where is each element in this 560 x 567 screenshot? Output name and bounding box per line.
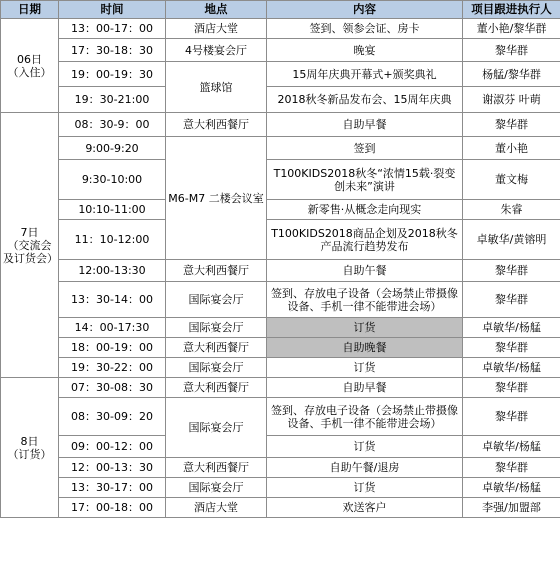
table-row — [1, 458, 560, 478]
content-cell-highlight: 订货 — [267, 318, 463, 338]
owner-cell: 黎华群 — [463, 378, 560, 398]
time-cell: 08：30-09：20 — [59, 398, 166, 436]
header-time: 时间 — [59, 1, 166, 19]
place-cell: M6-M7 二楼会议室 — [166, 137, 267, 260]
time-cell: 9:00-9:20 — [59, 137, 166, 160]
owner-cell: 黎华群 — [463, 282, 560, 318]
owner-cell: 黎华群 — [463, 39, 560, 62]
content-cell: T100KIDS2018秋冬“浓情15载·裂变创未来”演讲 — [267, 160, 463, 200]
place-cell: 意大利西餐厅 — [166, 458, 267, 478]
owner-cell: 卓敏华/黄镕明 — [463, 220, 560, 260]
time-cell: 12：00-13：30 — [59, 458, 166, 478]
owner-cell: 黎华群 — [463, 260, 560, 282]
time-cell: 9:30-10:00 — [59, 160, 166, 200]
place-cell: 国际宴会厅 — [166, 282, 267, 318]
header-owner: 项目跟进执行人 — [463, 1, 560, 19]
table-row — [1, 282, 560, 318]
table-row — [1, 498, 560, 518]
content-cell: 欢送客户 — [267, 498, 463, 518]
place-cell: 意大利西餐厅 — [166, 113, 267, 137]
place-cell: 酒店大堂 — [166, 498, 267, 518]
time-cell: 14：00-17:30 — [59, 318, 166, 338]
content-cell: 新零售·从概念走向现实 — [267, 200, 463, 220]
day-sublabel-2: 及订货会） — [3, 251, 58, 265]
day-label: 06日 — [17, 52, 42, 66]
owner-cell: 卓敏华/杨艋 — [463, 358, 560, 378]
owner-cell: 董文梅 — [463, 160, 560, 200]
time-cell: 19：30-22：00 — [59, 358, 166, 378]
place-cell: 酒店大堂 — [166, 19, 267, 39]
place-cell: 意大利西餐厅 — [166, 338, 267, 358]
header-content: 内容 — [267, 1, 463, 19]
content-cell: 签到、领参会证、房卡 — [267, 19, 463, 39]
content-cell: 晚宴 — [267, 39, 463, 62]
table-row — [1, 113, 560, 137]
content-cell: 签到、存放电子设备（会场禁止带摄像设备、手机一律不能带进会场） — [267, 398, 463, 436]
day-cell-06 — [1, 19, 59, 113]
day-sublabel: （交流会 — [7, 238, 52, 252]
table-row — [1, 87, 560, 113]
table-row — [1, 137, 560, 160]
content-cell: 15周年庆典开幕式+颁奖典礼 — [267, 62, 463, 87]
table-row — [1, 436, 560, 458]
table-row — [1, 19, 560, 39]
table-row — [1, 358, 560, 378]
time-cell: 13：00-17：00 — [59, 19, 166, 39]
day-label: 7日 — [20, 225, 39, 239]
table-row — [1, 200, 560, 220]
content-cell: 签到、存放电子设备（会场禁止带摄像设备、手机一律不能带进会场） — [267, 282, 463, 318]
time-cell: 09：00-12：00 — [59, 436, 166, 458]
content-cell: 2018秋冬新品发布会、15周年庆典 — [267, 87, 463, 113]
content-cell: T100KIDS2018商品企划及2018秋冬产品流行趋势发布 — [267, 220, 463, 260]
owner-cell: 杨艋/黎华群 — [463, 62, 560, 87]
day-cell-7 — [1, 113, 59, 378]
table-row — [1, 62, 560, 87]
header-row — [1, 1, 560, 19]
day-sublabel: （订货） — [7, 447, 52, 461]
time-cell: 12:00-13:30 — [59, 260, 166, 282]
content-cell: 自助午餐/退房 — [267, 458, 463, 478]
content-cell: 订货 — [267, 436, 463, 458]
table-row — [1, 398, 560, 436]
content-cell: 自助午餐 — [267, 260, 463, 282]
header-date: 日期 — [1, 1, 59, 19]
place-cell: 意大利西餐厅 — [166, 260, 267, 282]
time-cell: 17：30-18：30 — [59, 39, 166, 62]
content-cell: 订货 — [267, 478, 463, 498]
day-label: 8日 — [20, 434, 39, 448]
time-cell: 19：00-19：30 — [59, 62, 166, 87]
owner-cell: 卓敏华/杨艋 — [463, 318, 560, 338]
owner-cell: 卓敏华/杨艋 — [463, 478, 560, 498]
place-cell: 国际宴会厅 — [166, 398, 267, 458]
content-cell-highlight: 自助晚餐 — [267, 338, 463, 358]
owner-cell: 黎华群 — [463, 398, 560, 436]
place-cell: 篮球馆 — [166, 62, 267, 113]
time-cell: 11：10-12:00 — [59, 220, 166, 260]
owner-cell: 谢淑芬 叶萌 — [463, 87, 560, 113]
day-sublabel: （入住） — [7, 65, 52, 79]
owner-cell: 卓敏华/杨艋 — [463, 436, 560, 458]
owner-cell: 董小艳 — [463, 137, 560, 160]
table-row — [1, 39, 560, 62]
table-row — [1, 338, 560, 358]
time-cell: 13：30-14：00 — [59, 282, 166, 318]
place-cell: 国际宴会厅 — [166, 318, 267, 338]
content-cell: 签到 — [267, 137, 463, 160]
time-cell: 10:10-11:00 — [59, 200, 166, 220]
content-cell: 订货 — [267, 358, 463, 378]
table-row — [1, 160, 560, 200]
time-cell: 17：00-18：00 — [59, 498, 166, 518]
table-row — [1, 260, 560, 282]
place-cell: 国际宴会厅 — [166, 358, 267, 378]
place-cell: 国际宴会厅 — [166, 478, 267, 498]
owner-cell: 黎华群 — [463, 338, 560, 358]
owner-cell: 黎华群 — [463, 458, 560, 478]
day-cell-8 — [1, 378, 59, 518]
table-row — [1, 220, 560, 260]
place-cell: 意大利西餐厅 — [166, 378, 267, 398]
time-cell: 19：30-21:00 — [59, 87, 166, 113]
time-cell: 08：30-9：00 — [59, 113, 166, 137]
time-cell: 13：30-17：00 — [59, 478, 166, 498]
content-cell: 自助早餐 — [267, 113, 463, 137]
header-place: 地点 — [166, 1, 267, 19]
table-row — [1, 478, 560, 498]
time-cell: 18：00-19：00 — [59, 338, 166, 358]
owner-cell: 李强/加盟部 — [463, 498, 560, 518]
owner-cell: 董小艳/黎华群 — [463, 19, 560, 39]
owner-cell: 朱睿 — [463, 200, 560, 220]
time-cell: 07：30-08：30 — [59, 378, 166, 398]
table-row — [1, 318, 560, 338]
content-cell: 自助早餐 — [267, 378, 463, 398]
owner-cell: 黎华群 — [463, 113, 560, 137]
place-cell: 4号楼宴会厅 — [166, 39, 267, 62]
table-row — [1, 378, 560, 398]
